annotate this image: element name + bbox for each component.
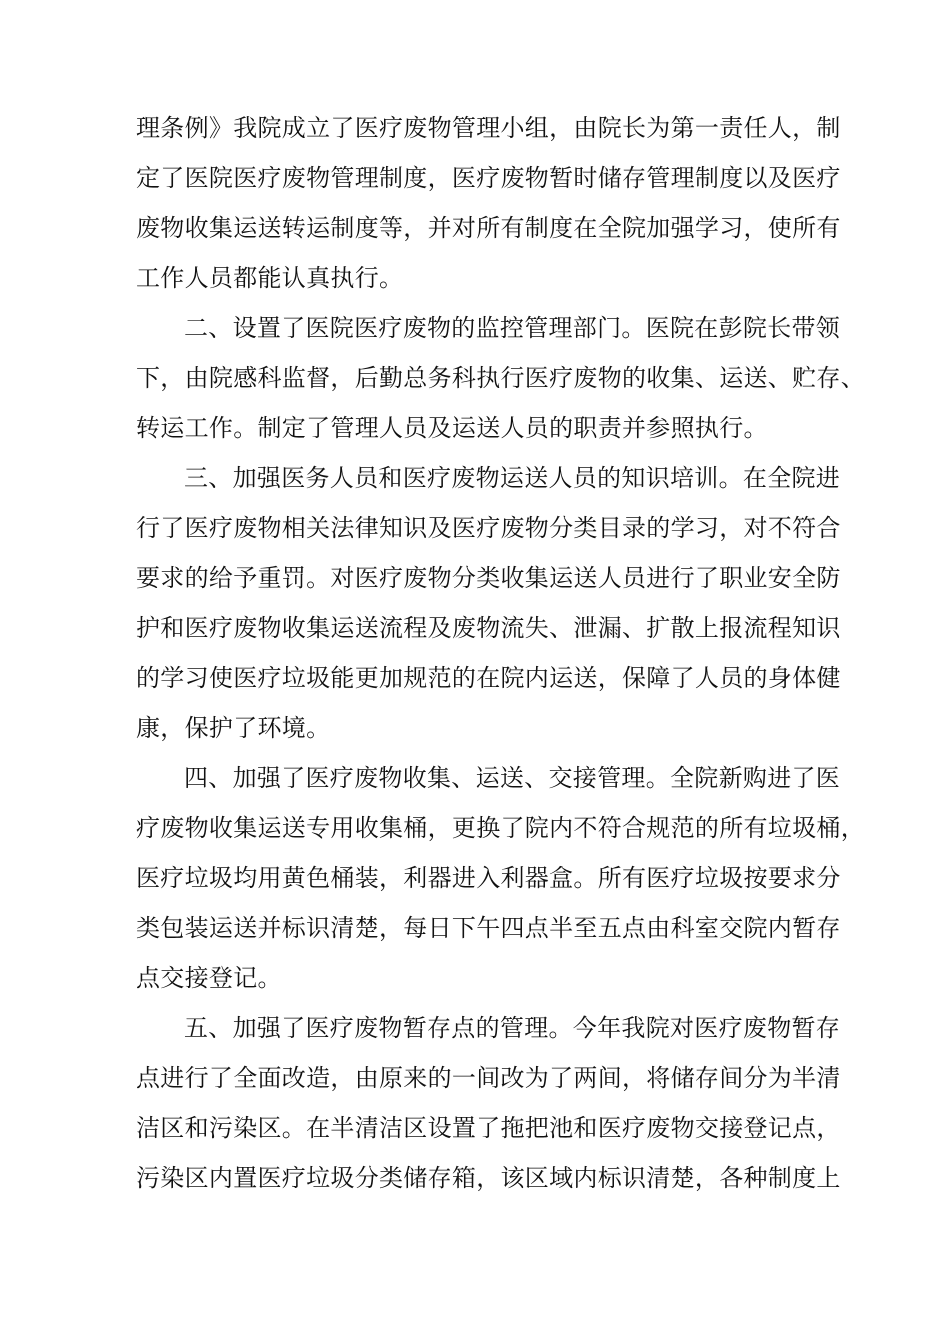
text-line: 下，由院感科监督，后勤总务科执行医疗废物的收集、运送、贮存、 (136, 364, 865, 392)
text-line: 的学习使医疗垃圾能更加规范的在院内运送，保障了人员的身体健 (136, 664, 841, 692)
text-line: 定了医院医疗废物管理制度，医疗废物暂时储存管理制度以及医疗 (136, 164, 841, 192)
text-line: 污染区内置医疗垃圾分类储存箱，该区域内标识清楚，各种制度上 (136, 1164, 841, 1192)
text-line: 点进行了全面改造，由原来的一间改为了两间，将储存间分为半清 (136, 1064, 841, 1092)
paragraph-4-first-line: 四、加强了医疗废物收集、运送、交接管理。全院新购进了医 (184, 764, 841, 792)
text-line: 医疗垃圾均用黄色桶装，利器进入利器盒。所有医疗垃圾按要求分 (136, 864, 841, 892)
text-line: 废物收集运送转运制度等，并对所有制度在全院加强学习，使所有 (136, 214, 841, 242)
paragraph-3-first-line: 三、加强医务人员和医疗废物运送人员的知识培训。在全院进 (184, 464, 841, 492)
text-line: 疗废物收集运送专用收集桶，更换了院内不符合规范的所有垃圾桶， (136, 814, 865, 842)
text-line: 护和医疗废物收集运送流程及废物流失、泄漏、扩散上报流程知识 (136, 614, 841, 642)
text-line: 工作人员都能认真执行。 (136, 264, 404, 292)
text-line: 行了医疗废物相关法律知识及医疗废物分类目录的学习，对不符合 (136, 514, 841, 542)
paragraph-5-first-line: 五、加强了医疗废物暂存点的管理。今年我院对医疗废物暂存 (184, 1014, 841, 1042)
text-line: 理条例》我院成立了医疗废物管理小组，由院长为第一责任人，制 (136, 114, 841, 142)
document-page (136, 0, 865, 1344)
paragraph-2-first-line: 二、设置了医院医疗废物的监控管理部门。医院在彭院长带领 (184, 314, 841, 342)
text-line: 要求的给予重罚。对医疗废物分类收集运送人员进行了职业安全防 (136, 564, 841, 592)
text-line: 类包装运送并标识清楚，每日下午四点半至五点由科室交院内暂存 (136, 914, 841, 942)
text-line: 转运工作。制定了管理人员及运送人员的职责并参照执行。 (136, 414, 768, 442)
text-line: 洁区和污染区。在半清洁区设置了拖把池和医疗废物交接登记点， (136, 1114, 841, 1142)
text-line: 康，保护了环境。 (136, 714, 331, 742)
text-line: 点交接登记。 (136, 964, 282, 992)
